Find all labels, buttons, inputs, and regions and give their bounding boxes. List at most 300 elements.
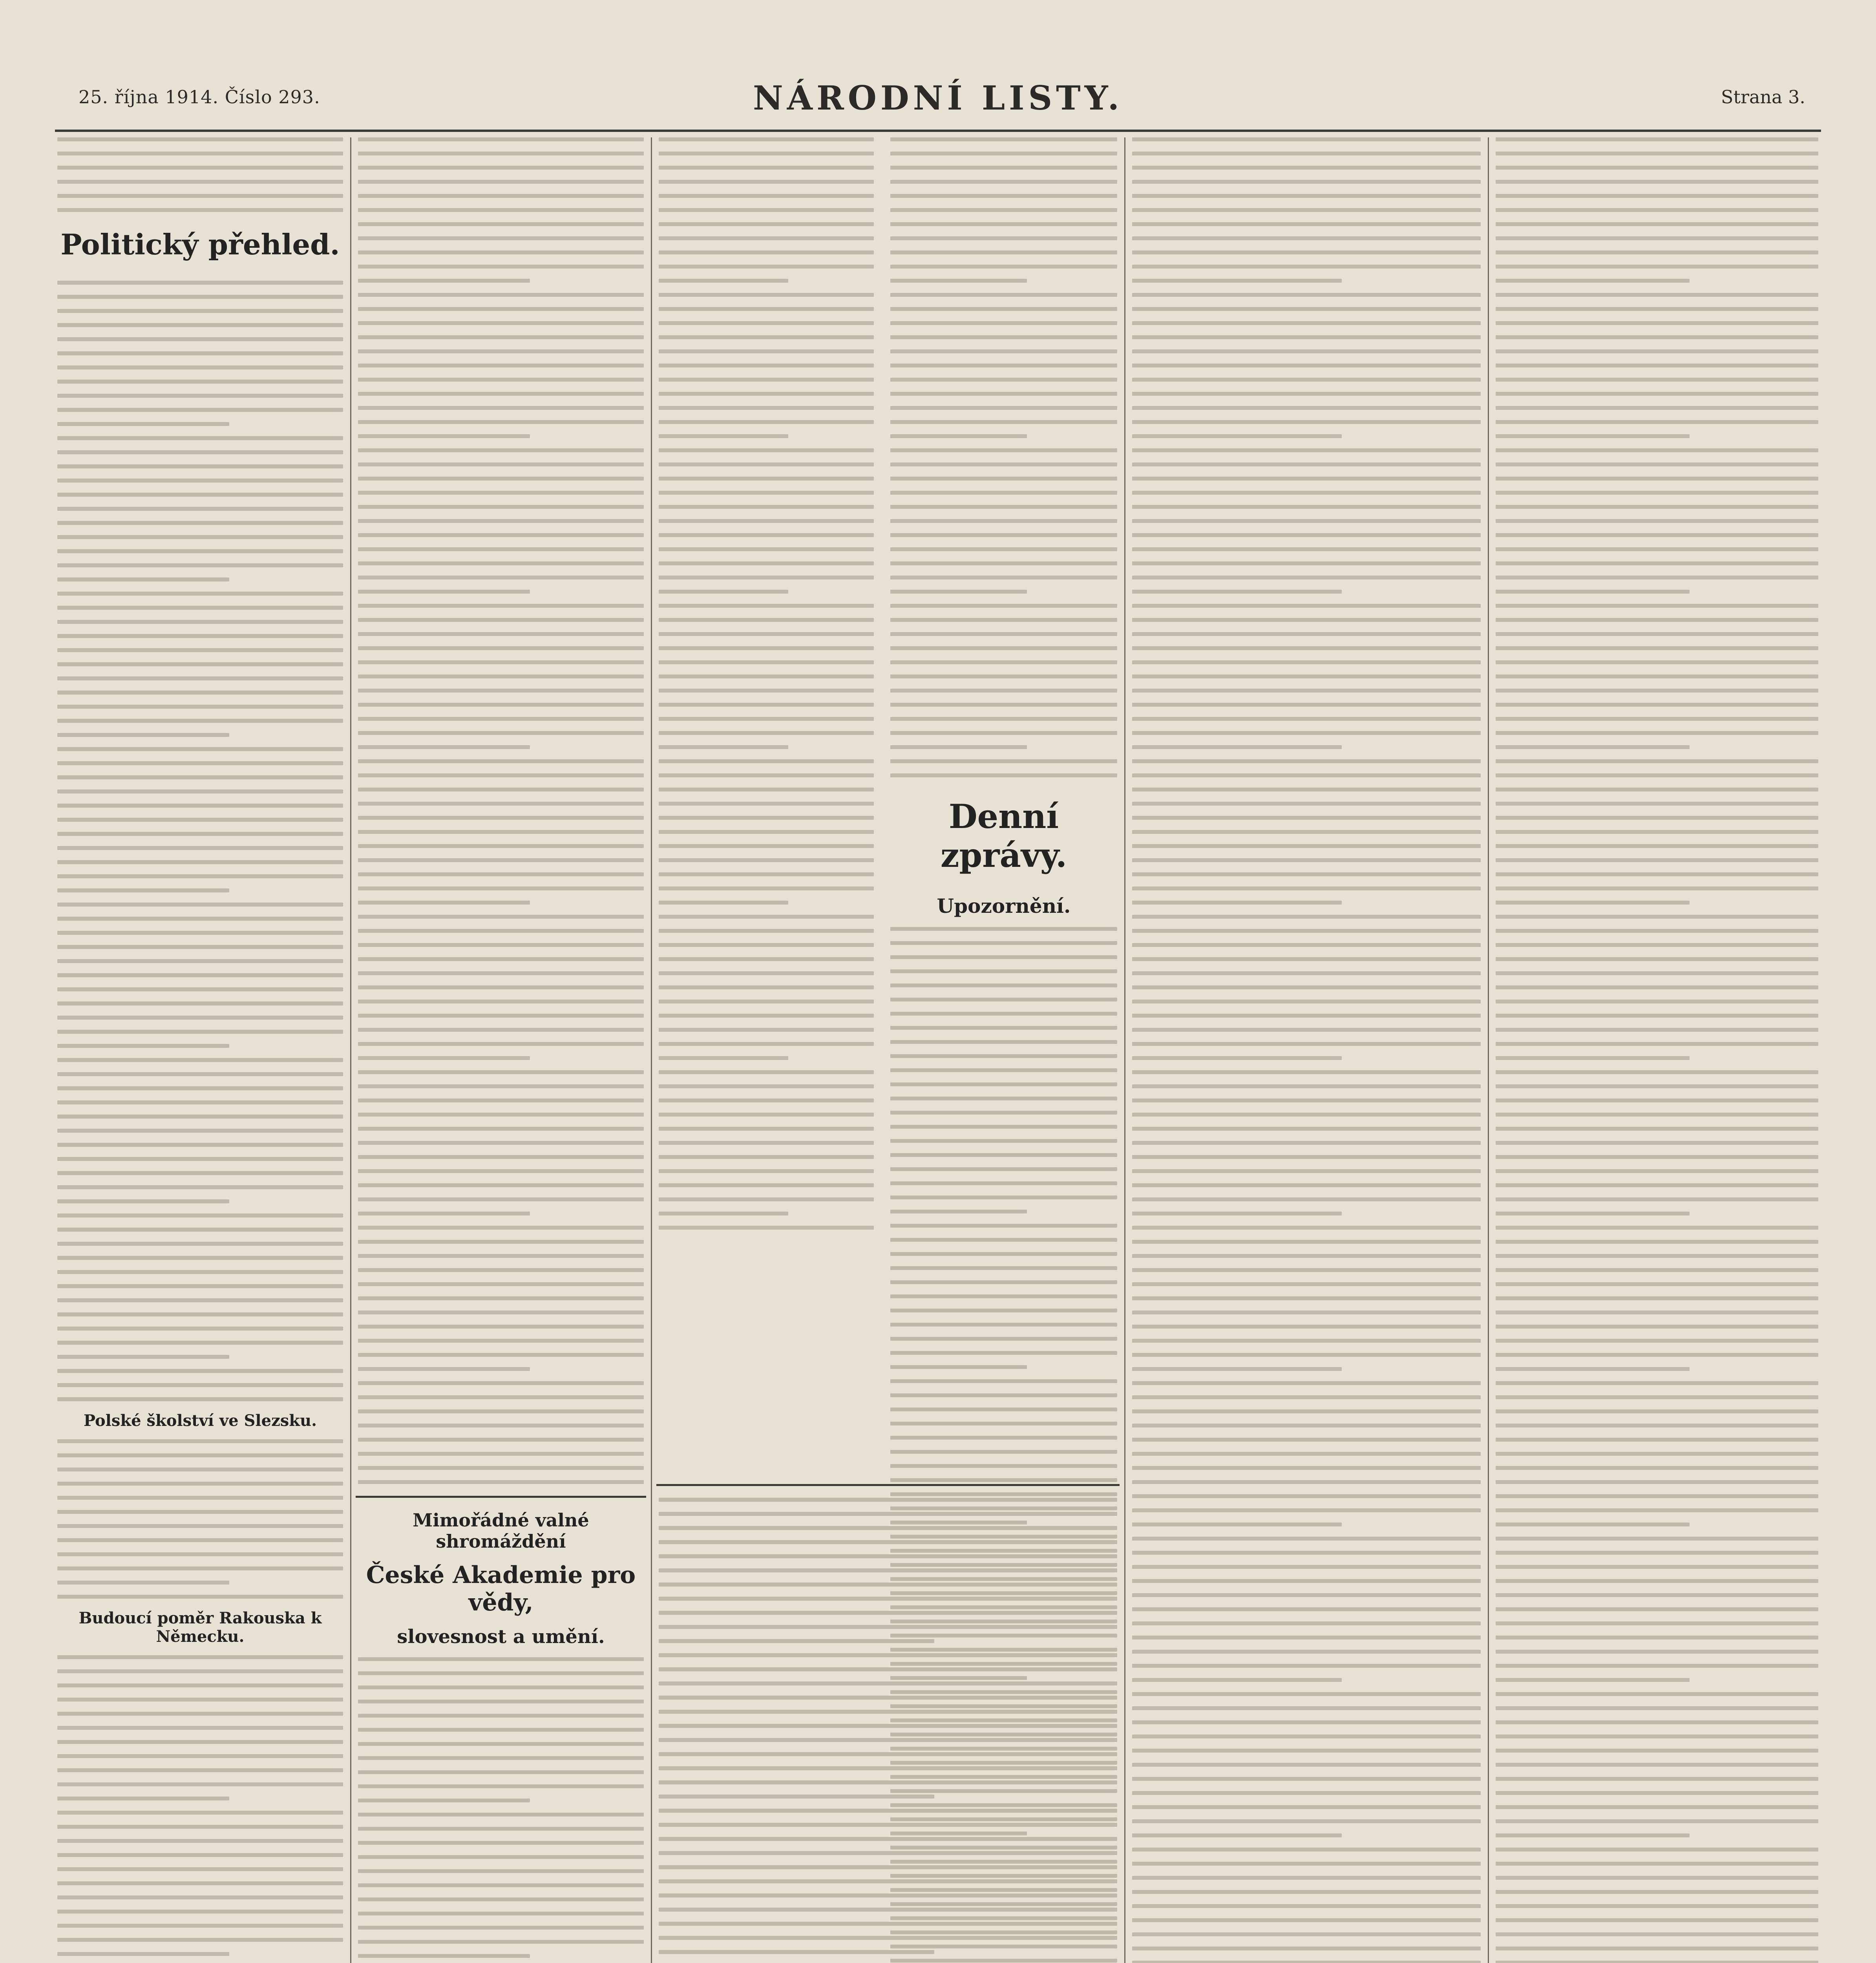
text-line — [1132, 1367, 1342, 1371]
text-line — [1496, 1127, 1818, 1131]
text-line — [57, 705, 343, 709]
text-line — [358, 180, 644, 184]
text-line — [659, 392, 874, 396]
text-line — [1496, 1551, 1818, 1555]
text-line — [57, 592, 343, 596]
text-line — [57, 676, 343, 680]
text-line — [358, 152, 644, 155]
text-line — [358, 1212, 530, 1215]
text-line — [659, 250, 874, 254]
text-line — [1496, 1706, 1818, 1710]
text-line — [358, 1784, 644, 1788]
text-line — [358, 745, 530, 749]
text-line — [659, 222, 874, 226]
text-line — [890, 1379, 1117, 1383]
text-line — [57, 761, 343, 765]
text-line — [1496, 462, 1818, 466]
text-line — [358, 1367, 530, 1371]
text-line — [358, 1113, 644, 1117]
text-line — [1496, 166, 1818, 170]
text-line — [659, 703, 874, 707]
heading-denni-zpravy: Denní zprávy. — [940, 797, 1067, 875]
text-line — [890, 364, 1117, 367]
text-line — [358, 491, 644, 495]
text-line — [890, 222, 1117, 226]
text-line — [358, 1424, 644, 1427]
body-text-block — [55, 137, 345, 212]
text-line — [659, 590, 788, 594]
text-line — [890, 1351, 1117, 1355]
text-line — [1496, 1296, 1818, 1300]
text-line — [659, 166, 874, 170]
text-line — [1132, 943, 1481, 947]
text-line — [659, 349, 874, 353]
text-line — [1132, 1876, 1481, 1880]
text-line — [1132, 901, 1342, 905]
column-3 — [656, 137, 1120, 1963]
text-line — [1132, 1621, 1481, 1625]
text-line — [57, 959, 343, 963]
text-line — [1132, 1947, 1481, 1950]
text-line — [1496, 1028, 1818, 1032]
text-line — [358, 1657, 644, 1661]
text-line — [890, 349, 1117, 353]
text-line — [1132, 505, 1481, 509]
text-line — [57, 1881, 343, 1885]
text-line — [659, 816, 874, 820]
text-line — [358, 1353, 644, 1357]
text-line — [57, 634, 343, 638]
text-line — [1496, 137, 1818, 141]
text-line — [659, 462, 874, 466]
text-line — [1132, 1339, 1481, 1343]
text-line — [659, 561, 874, 565]
text-line — [1496, 886, 1818, 890]
text-line — [57, 1298, 343, 1302]
text-line — [57, 1143, 343, 1147]
text-line — [1496, 1607, 1818, 1611]
text-line — [57, 1952, 229, 1956]
text-line — [1132, 1169, 1481, 1173]
text-line — [1132, 420, 1481, 424]
text-line — [57, 1754, 343, 1758]
heading-budouci-pomer: Budoucí poměr Rakouska k Německu. — [79, 1609, 322, 1646]
text-line — [358, 759, 644, 763]
text-line — [890, 180, 1117, 184]
text-line — [1496, 477, 1818, 481]
text-line — [1496, 943, 1818, 947]
text-line — [890, 590, 1027, 594]
text-line — [1496, 335, 1818, 339]
text-line — [1496, 152, 1818, 155]
text-line — [659, 717, 874, 721]
text-line — [358, 1756, 644, 1760]
text-line — [1132, 632, 1481, 636]
text-line — [1496, 1438, 1818, 1442]
text-line — [1496, 561, 1818, 565]
text-line — [57, 1256, 343, 1260]
text-line — [1132, 929, 1481, 933]
text-line — [1496, 632, 1818, 636]
text-line — [659, 971, 874, 975]
text-line — [358, 434, 530, 438]
text-line — [1132, 477, 1481, 481]
text-line — [659, 618, 874, 622]
text-line — [890, 250, 1117, 254]
text-line — [57, 1453, 343, 1457]
text-line — [1132, 1932, 1481, 1936]
text-line — [358, 265, 644, 269]
text-line — [890, 703, 1117, 707]
text-line — [57, 973, 343, 977]
text-line — [1132, 491, 1481, 495]
text-line — [890, 632, 1117, 636]
text-line — [890, 576, 1117, 579]
text-line — [1496, 1961, 1818, 1963]
text-line — [1132, 1381, 1481, 1385]
text-line — [57, 152, 343, 155]
text-line — [659, 1696, 1117, 1700]
text-line — [1496, 1056, 1690, 1060]
text-line — [1132, 378, 1481, 382]
body-text-block — [888, 137, 1120, 777]
text-line — [1496, 731, 1818, 735]
text-line — [890, 236, 1117, 240]
text-line — [1132, 462, 1481, 466]
text-line — [1132, 576, 1481, 579]
text-line — [1496, 533, 1818, 537]
notice-upozorneni: Upozornění. — [937, 894, 1071, 918]
text-line — [358, 604, 644, 608]
text-line — [1496, 1226, 1818, 1230]
text-line — [1496, 1565, 1818, 1569]
text-line — [1132, 1650, 1481, 1654]
text-line — [1496, 1932, 1818, 1936]
text-line — [358, 1028, 644, 1032]
text-line — [890, 1111, 1117, 1115]
text-line — [1496, 1353, 1818, 1357]
text-line — [1496, 858, 1818, 862]
text-line — [659, 420, 874, 424]
column-5 — [1493, 137, 1821, 1963]
text-line — [358, 378, 644, 382]
text-line — [1496, 406, 1818, 410]
text-line — [358, 773, 644, 777]
text-line — [890, 1012, 1117, 1016]
text-line — [358, 1770, 644, 1774]
text-line — [1496, 901, 1690, 905]
text-line — [358, 561, 644, 565]
lower-section — [656, 1472, 1120, 1963]
text-line — [57, 1468, 343, 1471]
heading-akademie-3: slovesnost a umění. — [397, 1626, 605, 1648]
text-line — [659, 660, 874, 664]
text-line — [358, 858, 644, 862]
text-line — [57, 521, 343, 525]
text-line — [890, 321, 1117, 325]
text-line — [57, 1157, 343, 1161]
text-line — [659, 406, 874, 410]
text-line — [1496, 1113, 1818, 1117]
text-line — [57, 493, 343, 497]
text-line — [358, 802, 644, 806]
text-line — [1132, 448, 1481, 452]
text-line — [358, 406, 644, 410]
text-line — [1496, 1197, 1818, 1201]
text-line — [358, 590, 530, 594]
text-line — [1132, 1678, 1342, 1682]
text-line — [358, 1926, 644, 1930]
text-line — [1496, 618, 1818, 622]
text-line — [1496, 1155, 1818, 1159]
text-line — [57, 337, 343, 341]
text-line — [57, 606, 343, 610]
text-line — [890, 1054, 1117, 1058]
text-line — [1496, 1678, 1690, 1682]
text-line — [358, 886, 644, 890]
text-line — [358, 985, 644, 989]
text-line — [1496, 1862, 1818, 1866]
text-line — [659, 265, 874, 269]
text-line — [1496, 1240, 1818, 1244]
text-line — [358, 1714, 644, 1718]
text-line — [358, 1014, 644, 1018]
text-line — [1132, 1000, 1481, 1003]
text-line — [358, 1480, 644, 1484]
text-line — [659, 759, 874, 763]
text-line — [1496, 802, 1818, 806]
text-line — [358, 830, 644, 834]
text-line — [1496, 1593, 1818, 1597]
text-line — [358, 1912, 644, 1915]
text-line — [659, 1682, 1117, 1685]
text-line — [358, 392, 644, 396]
text-line — [890, 462, 1117, 466]
text-line — [1132, 1904, 1481, 1908]
text-line — [358, 293, 644, 297]
text-line — [1496, 448, 1818, 452]
text-line — [890, 1097, 1117, 1100]
text-line — [1496, 604, 1818, 608]
text-line — [890, 335, 1117, 339]
text-line — [1132, 1141, 1481, 1145]
text-line — [1132, 985, 1481, 989]
text-line — [57, 804, 343, 808]
text-line — [358, 519, 644, 523]
text-line — [1496, 674, 1818, 678]
text-line — [659, 985, 874, 989]
text-line — [57, 422, 229, 426]
text-line — [890, 998, 1117, 1002]
text-line — [358, 448, 644, 452]
text-line — [659, 1879, 1117, 1883]
text-line — [659, 1667, 1117, 1671]
text-line — [57, 436, 343, 440]
text-line — [1496, 703, 1818, 707]
text-line — [358, 533, 644, 537]
text-line — [659, 1056, 788, 1060]
text-line — [1132, 434, 1342, 438]
text-line — [1132, 618, 1481, 622]
text-line — [358, 505, 644, 509]
text-line — [1496, 491, 1818, 495]
text-line — [358, 1869, 644, 1873]
text-line — [659, 604, 874, 608]
text-line — [1132, 1749, 1481, 1753]
text-line — [1132, 1664, 1481, 1668]
text-line — [358, 1841, 644, 1845]
text-line — [1132, 1183, 1481, 1187]
text-line — [1132, 265, 1481, 269]
text-line — [358, 1395, 644, 1399]
text-line — [659, 335, 874, 339]
text-line — [57, 351, 343, 355]
text-line — [358, 1226, 644, 1230]
text-line — [1132, 1777, 1481, 1781]
text-line — [358, 1141, 644, 1145]
text-line — [1132, 1197, 1481, 1201]
text-line — [1132, 689, 1481, 693]
text-line — [1132, 152, 1481, 155]
text-line — [890, 1238, 1117, 1242]
text-line — [57, 1683, 343, 1687]
masthead — [55, 79, 1821, 122]
text-line — [57, 1853, 343, 1857]
text-line — [358, 1452, 644, 1456]
text-line — [1496, 646, 1818, 650]
text-line — [1132, 1127, 1481, 1131]
text-line — [1132, 1084, 1481, 1088]
text-line — [57, 1355, 229, 1359]
text-line — [1132, 1819, 1481, 1823]
text-line — [659, 929, 874, 933]
column-separator — [1124, 137, 1125, 1963]
text-line — [1496, 1452, 1818, 1456]
text-line — [659, 1653, 1117, 1657]
text-line — [57, 507, 343, 511]
text-line — [1132, 1042, 1481, 1046]
text-line — [57, 1938, 343, 1942]
text-line — [890, 955, 1117, 959]
text-line — [659, 576, 874, 579]
text-line — [57, 479, 343, 483]
text-line — [1132, 1014, 1481, 1018]
text-line — [659, 519, 874, 523]
text-line — [57, 208, 343, 212]
text-line — [659, 1837, 1117, 1841]
text-line — [1496, 1537, 1818, 1541]
text-line — [1496, 1819, 1818, 1823]
text-line — [57, 1895, 343, 1899]
text-line — [57, 1910, 343, 1914]
text-line — [1496, 590, 1690, 594]
text-line — [57, 987, 343, 991]
text-line — [358, 971, 644, 975]
text-line — [890, 1210, 1027, 1214]
text-line — [1496, 1664, 1818, 1668]
text-line — [57, 691, 343, 695]
text-line — [57, 450, 343, 454]
text-line — [57, 1655, 343, 1659]
text-line — [358, 1381, 644, 1385]
text-line — [659, 1851, 1117, 1855]
text-line — [1132, 1452, 1481, 1456]
text-line — [890, 137, 1117, 141]
text-line — [1132, 1593, 1481, 1597]
columns — [55, 137, 1821, 1963]
text-line — [1496, 547, 1818, 551]
text-line — [1132, 1918, 1481, 1922]
text-line — [358, 957, 644, 961]
text-line — [358, 674, 644, 678]
text-line — [1132, 745, 1342, 749]
text-line — [659, 307, 874, 311]
text-line — [1132, 1636, 1481, 1639]
text-line — [1132, 1848, 1481, 1852]
text-line — [1132, 1763, 1481, 1767]
text-line — [659, 505, 874, 509]
text-line — [1132, 1890, 1481, 1894]
text-line — [659, 1212, 788, 1215]
text-line — [890, 1252, 1117, 1256]
text-line — [1496, 1650, 1818, 1654]
text-line — [358, 364, 644, 367]
text-line — [57, 549, 343, 553]
text-line — [659, 1908, 1117, 1912]
text-line — [1132, 788, 1481, 791]
text-line — [57, 380, 343, 384]
text-line — [1496, 307, 1818, 311]
text-line — [1496, 1494, 1818, 1498]
text-line — [1496, 1042, 1818, 1046]
text-line — [1496, 208, 1818, 212]
text-line — [1496, 1466, 1818, 1470]
text-line — [57, 563, 343, 567]
text-line — [57, 1698, 343, 1702]
text-line — [57, 1524, 343, 1528]
text-line — [1132, 1607, 1481, 1611]
text-line — [1496, 830, 1818, 834]
text-line — [1496, 1424, 1818, 1427]
text-line — [659, 477, 874, 481]
text-line — [358, 1799, 530, 1802]
text-line — [358, 349, 644, 353]
text-line — [57, 1341, 343, 1345]
text-line — [57, 1185, 343, 1189]
text-line — [659, 830, 874, 834]
text-line — [890, 1309, 1117, 1312]
text-line — [659, 1070, 874, 1074]
text-line — [1132, 830, 1481, 834]
text-line — [1132, 236, 1481, 240]
text-line — [890, 378, 1117, 382]
text-line — [1496, 660, 1818, 664]
text-line — [358, 1339, 644, 1343]
text-line — [890, 745, 1027, 749]
text-line — [1496, 236, 1818, 240]
text-line — [1132, 335, 1481, 339]
text-line — [1132, 886, 1481, 890]
text-line — [659, 236, 874, 240]
text-line — [890, 1068, 1117, 1072]
text-line — [890, 941, 1117, 945]
text-line — [358, 1409, 644, 1413]
text-line — [358, 1883, 644, 1887]
text-line — [57, 1369, 343, 1373]
text-line — [1132, 717, 1481, 721]
text-line — [1132, 137, 1481, 141]
section-rule — [356, 1496, 646, 1498]
